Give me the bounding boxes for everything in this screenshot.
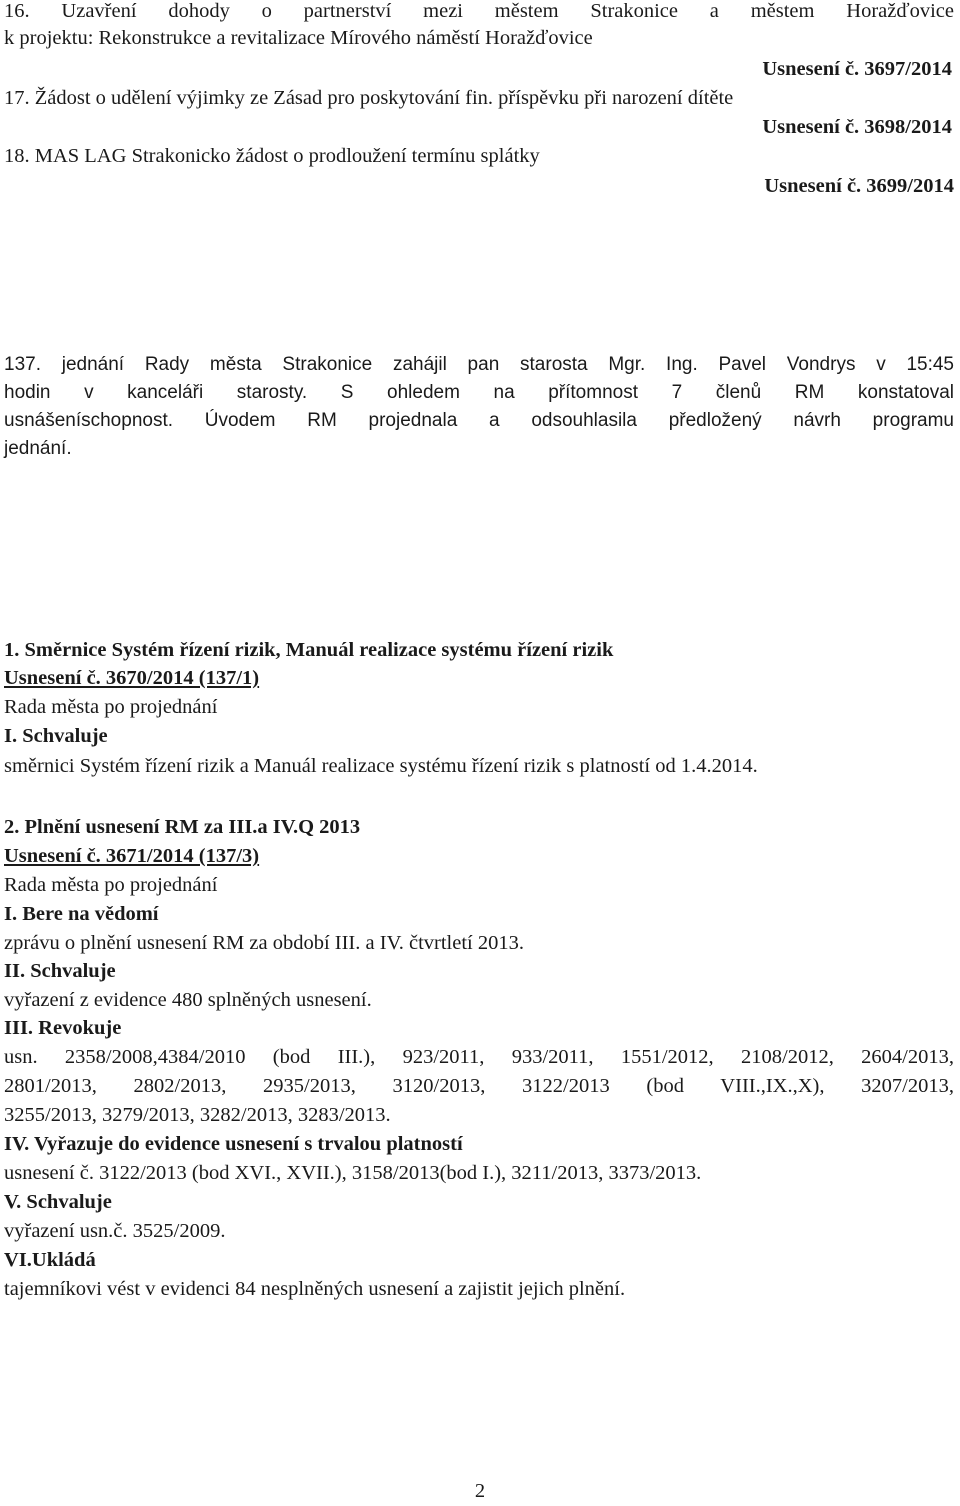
section1-heading-1: I. Schvaluje bbox=[4, 725, 108, 747]
section2-text-3c: 3255/2013, 3279/2013, 3282/2013, 3283/2013. bbox=[4, 1104, 391, 1126]
intro-line-2: hodin v kanceláři starosty. S ohledem na přítomnost 7 členů RM konstatoval bbox=[4, 382, 954, 403]
section2-heading-5: V. Schvaluje bbox=[4, 1191, 112, 1213]
section2-text-1: zprávu o plnění usnesení RM za období III. a IV. čtvrtletí 2013. bbox=[4, 932, 524, 954]
agenda-item-18: 18. MAS LAG Strakonicko žádost o prodloužení termínu splátky bbox=[4, 145, 540, 167]
intro-line-1: 137. jednání Rady města Strakonice zahájil pan starosta Mgr. Ing. Pavel Vondrys v 15:45 bbox=[4, 354, 954, 375]
section2-heading-4: IV. Vyřazuje do evidence usnesení s trvalou platností bbox=[4, 1133, 463, 1155]
agenda-item-17: 17. Žádost o udělení výjimky ze Zásad pro poskytování fin. příspěvku při narození dítěte bbox=[4, 87, 734, 109]
section2-heading-3: III. Revokuje bbox=[4, 1017, 122, 1039]
section2-title: 2. Plnění usnesení RM za III.a IV.Q 2013 bbox=[4, 816, 361, 838]
section2-resolution: Usnesení č. 3671/2014 (137/3) bbox=[4, 845, 260, 867]
section1-title: 1. Směrnice Systém řízení rizik, Manuál realizace systému řízení rizik bbox=[4, 639, 614, 661]
section2-text-3b: 2801/2013, 2802/2013, 2935/2013, 3120/2013, 3122/2013 (bod VIII.,IX.,X), 3207/2013, bbox=[4, 1075, 954, 1097]
section2-text-2: vyřazení z evidence 480 splněných usnesení. bbox=[4, 989, 372, 1011]
agenda-resolution-3698: Usnesení č. 3698/2014 bbox=[762, 116, 952, 138]
section2-text-6: tajemníkovi vést v evidenci 84 nesplněných usnesení a zajistit jejich plnění. bbox=[4, 1278, 626, 1300]
section2-preamble: Rada města po projednání bbox=[4, 874, 218, 896]
agenda-resolution-3697: Usnesení č. 3697/2014 bbox=[762, 58, 952, 80]
section2-heading-2: II. Schvaluje bbox=[4, 960, 116, 982]
section2-text-4: usnesení č. 3122/2013 (bod XVI., XVII.), 3158/2013(bod I.), 3211/2013, 3373/2013. bbox=[4, 1162, 702, 1184]
page-number: 2 bbox=[474, 1480, 486, 1502]
section1-resolution: Usnesení č. 3670/2014 (137/1) bbox=[4, 667, 260, 689]
section2-text-5: vyřazení usn.č. 3525/2009. bbox=[4, 1220, 226, 1242]
section2-heading-1: I. Bere na vědomí bbox=[4, 903, 159, 925]
agenda-item-16-line1: 16. Uzavření dohody o partnerství mezi městem Strakonice a městem Horažďovice bbox=[4, 0, 954, 22]
intro-line-3: usnášeníschopnost. Úvodem RM projednala a odsouhlasila předložený návrh programu bbox=[4, 410, 954, 431]
agenda-item-16-line2: k projektu: Rekonstrukce a revitalizace Mírového náměstí Horažďovice bbox=[4, 27, 593, 49]
agenda-resolution-3699: Usnesení č. 3699/2014 bbox=[764, 175, 954, 197]
section2-heading-6: VI.Ukládá bbox=[4, 1249, 96, 1271]
intro-line-4: jednání. bbox=[4, 438, 72, 459]
section2-text-3a: usn. 2358/2008,4384/2010 (bod III.), 923/2011, 933/2011, 1551/2012, 2108/2012, 2604/2013, bbox=[4, 1046, 954, 1068]
section1-preamble: Rada města po projednání bbox=[4, 696, 218, 718]
section1-text-1: směrnici Systém řízení rizik a Manuál realizace systému řízení rizik s platností od 1.4.2014. bbox=[4, 755, 758, 777]
